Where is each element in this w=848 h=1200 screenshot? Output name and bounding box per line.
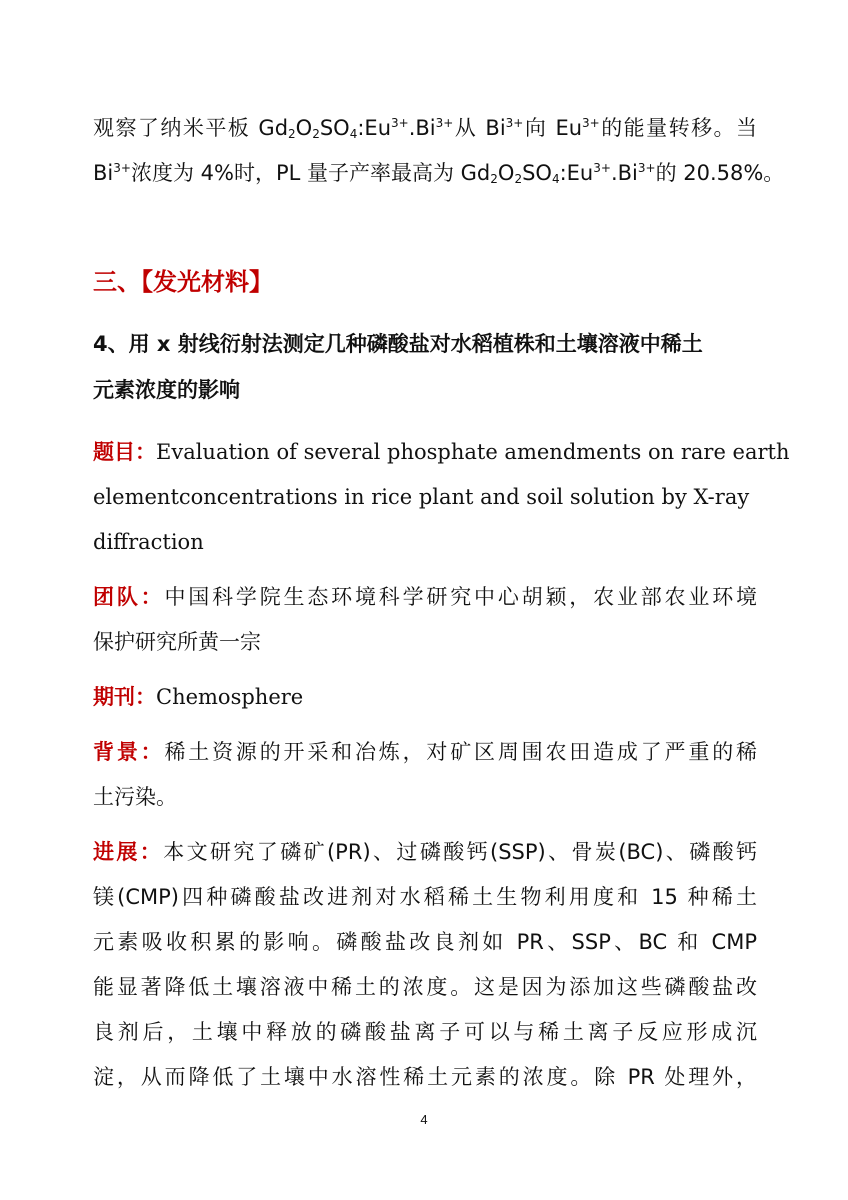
page-number: 4 — [420, 1112, 428, 1127]
progress-line-2: 镁(CMP)四种磷酸盐改进剂对水稻稀土生物利用度和 15 种稀土 — [93, 885, 757, 909]
topic-line-1 — [93, 437, 790, 467]
topic-label: 题目： — [93, 440, 156, 464]
topic-line-3: diffraction — [93, 530, 204, 554]
progress-line-4: 能显著降低土壤溶液中稀土的浓度。这是因为添加这些磷酸盐改 — [93, 975, 757, 999]
journal-label: 期刊： — [93, 685, 156, 709]
background-line-1 — [93, 737, 757, 767]
article-title-line-1: 4、用 x 射线衍射法测定几种磷酸盐对水稻植株和土壤溶液中稀土 — [93, 332, 703, 356]
progress-line-3: 元素吸收积累的影响。磷酸盐改良剂如 PR、SSP、BC 和 CMP — [93, 930, 757, 954]
section-heading: 三、【发光材料】 — [93, 268, 273, 296]
background-line-2: 土污染。 — [93, 785, 177, 809]
intro-line-2: $Bi^{3+}$浓度为 4%时，PL 量子产率最高为 $Gd_2O_2SO_4:Eu^{3+}.Bi^{3+}$的 20.58%。 — [93, 161, 785, 186]
background-text: 稀土资源的开采和冶炼，对矿区周围农田造成了严重的稀 — [164, 740, 758, 764]
background-label: 背景： — [93, 740, 165, 764]
progress-line-1 — [93, 837, 757, 867]
journal-line — [93, 682, 757, 712]
team-line-2: 保护研究所黄一宗 — [93, 630, 261, 654]
progress-line-6: 淀，从而降低了土壤中水溶性稀土元素的浓度。除 PR 处理外， — [93, 1065, 757, 1089]
intro-line-1: 观察了纳米平板 $Gd_2O_2SO_4:Eu^{3+}.Bi^{3+}$从 $Bi^{3+}$向 $Eu^{3+}$的能量转移。当 — [93, 116, 758, 141]
team-label: 团队： — [93, 585, 165, 609]
progress-label: 进展： — [93, 840, 164, 864]
topic-line-2: elementconcentrations in rice plant and soil solution by X-ray — [93, 485, 750, 509]
progress-line-5: 良剂后，土壤中释放的磷酸盐离子可以与稀土离子反应形成沉 — [93, 1020, 757, 1044]
team-line-1 — [93, 582, 757, 612]
team-text: 中国科学院生态环境科学研究中心胡颖，农业部农业环境 — [164, 585, 758, 609]
journal-value: Chemosphere — [156, 685, 304, 709]
progress-text: 本文研究了磷矿(PR)、过磷酸钙(SSP)、骨炭(BC)、磷酸钙 — [163, 840, 758, 864]
topic-text: Evaluation of several phosphate amendments on rare earth — [156, 440, 790, 464]
article-title-line-2: 元素浓度的影响 — [93, 378, 240, 402]
